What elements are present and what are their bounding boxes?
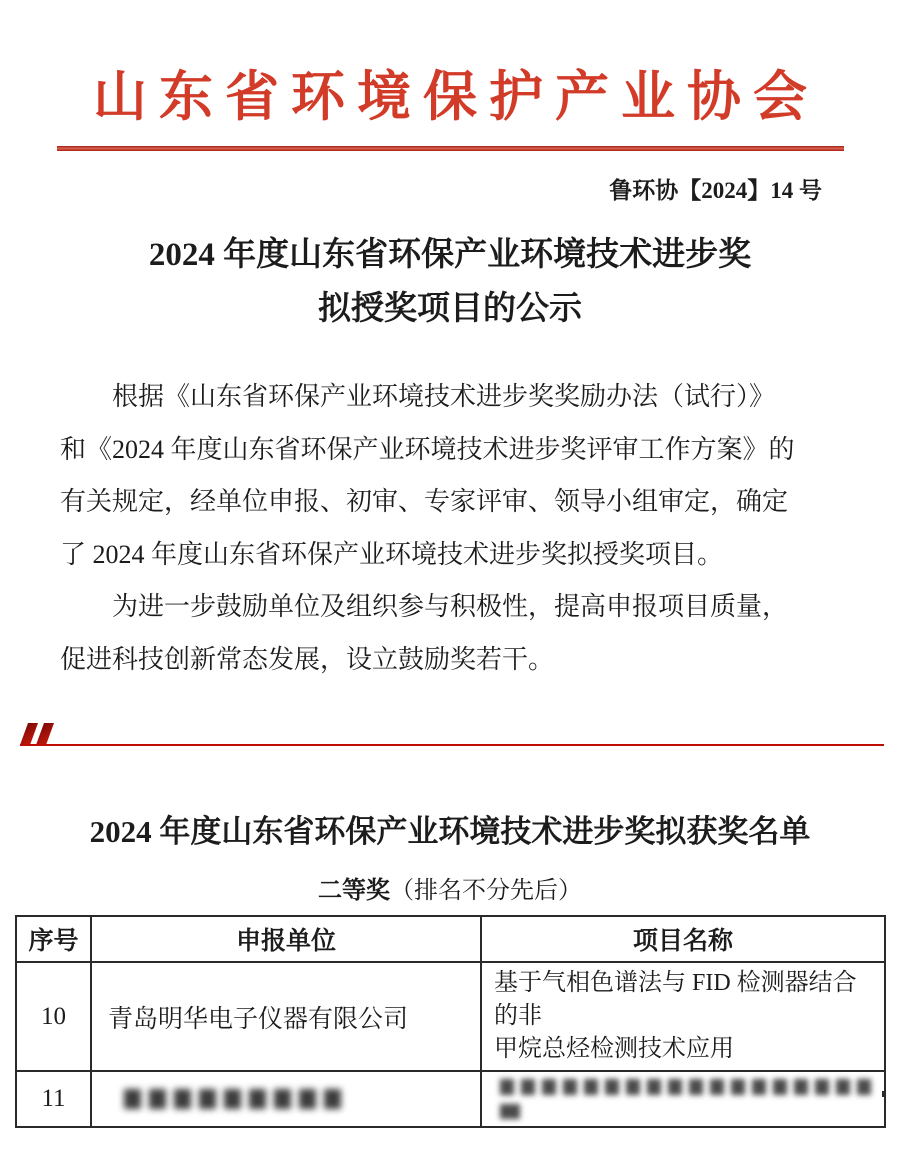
- table-row: [16, 1071, 885, 1127]
- project-line: 甲烷总烃检测技术应用: [494, 1036, 734, 1062]
- row-project-redacted: [481, 1071, 885, 1127]
- row-project: [481, 962, 885, 1071]
- col-header-unit: 申报单位: [91, 916, 481, 962]
- redacted-project-blur: [500, 1104, 520, 1119]
- main-title-line2: 拟授奖项目的公示: [318, 291, 582, 327]
- body-line: 了 2024 年度山东省环保产业环境技术进步奖拟授奖项目。: [60, 539, 724, 569]
- section-divider-rule: [20, 744, 884, 746]
- main-title-line1: 2024 年度山东省环保产业环境技术进步奖: [148, 237, 752, 273]
- award-tier-note: （排名不分先后）: [390, 878, 582, 904]
- body-text: [60, 371, 840, 686]
- doc-number: 鲁环协【2024】14 号: [609, 178, 822, 203]
- list-title: 2024 年度山东省环保产业环境技术进步奖拟获奖名单: [89, 814, 811, 849]
- award-tier-line: [0, 870, 900, 905]
- col-header-no: 序号: [16, 916, 91, 962]
- row-unit: 青岛明华电子仪器有限公司: [91, 962, 481, 1071]
- cutoff-grid-line: [15, 1091, 17, 1097]
- award-tier: 二等奖: [318, 878, 390, 904]
- row-no: 10: [16, 962, 91, 1071]
- project-line: 基于气相色谱法与 FID 检测器结合的非: [494, 970, 857, 1029]
- cutoff-grid-line: [90, 1091, 92, 1097]
- divider-bar-icon: [20, 723, 38, 745]
- divider-bar-icon: [36, 723, 54, 745]
- main-title: [0, 228, 900, 336]
- row-unit-redacted: [91, 1071, 481, 1127]
- letterhead-rule: [57, 146, 844, 151]
- table-row: [16, 962, 885, 1071]
- table-header-row: [16, 916, 885, 962]
- body-line: 和《2024 年度山东省环保产业环境技术进步奖评审工作方案》的: [60, 434, 795, 464]
- cutoff-grid-line: [882, 1091, 884, 1097]
- body-line: 促进科技创新常态发展，设立鼓励奖若干。: [60, 644, 555, 674]
- body-line: 为进一步鼓励单位及组织参与积极性，提高申报项目质量，: [112, 592, 789, 621]
- cutoff-grid-line: [480, 1091, 482, 1097]
- body-line: 根据《山东省环保产业环境技术进步奖奖励办法（试行）》: [112, 382, 776, 411]
- col-header-project: 项目名称: [481, 916, 885, 962]
- cutoff-row-hint: [15, 1091, 884, 1097]
- row-no: 11: [16, 1071, 91, 1127]
- letterhead-org-name: 山东省环境保护产业协会: [93, 67, 819, 127]
- body-line: 有关规定，经单位申报、初审、专家评审、领导小组审定，确定: [60, 487, 789, 516]
